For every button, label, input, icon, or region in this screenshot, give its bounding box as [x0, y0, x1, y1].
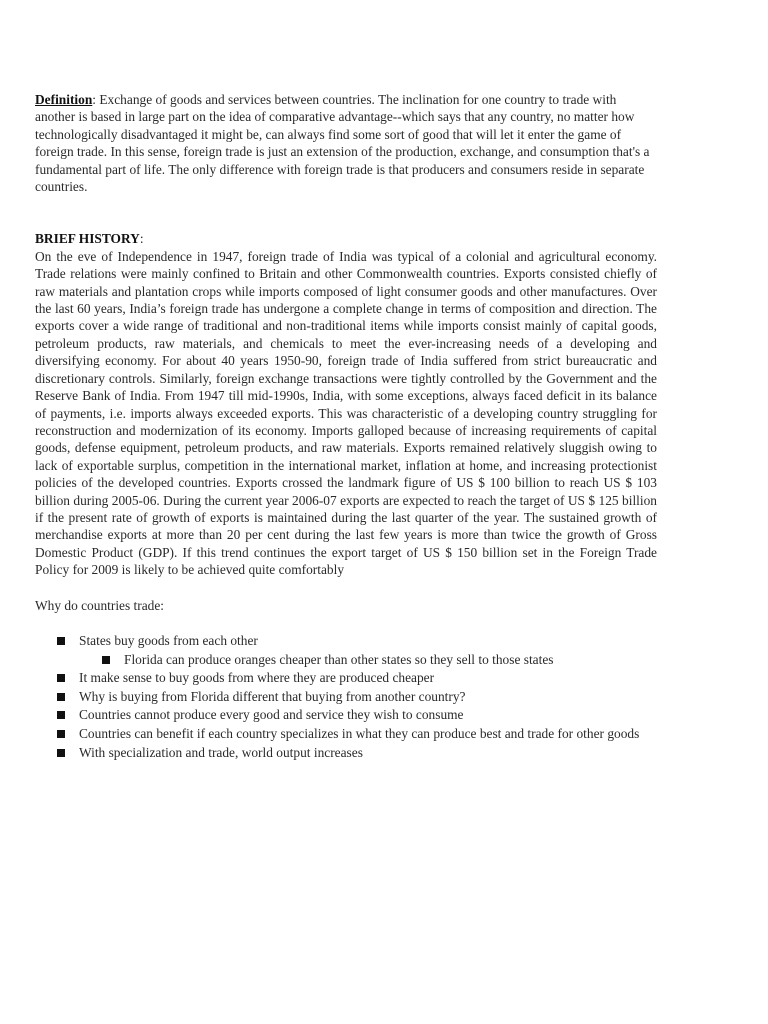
list-item: States buy goods from each other: [35, 632, 657, 651]
list-item: Countries can benefit if each country specializes in what they can produce best and trade for other goods: [35, 725, 657, 744]
list-item: With specialization and trade, world output increases: [35, 744, 657, 763]
history-heading-colon: :: [139, 231, 144, 247]
list-item-nested: Florida can produce oranges cheaper than other states so they sell to those states: [35, 651, 657, 670]
list-item: Countries cannot produce every good and service they wish to consume: [35, 706, 657, 725]
square-bullet-icon: [57, 637, 65, 645]
square-bullet-icon: [57, 711, 65, 719]
list-item: Why is buying from Florida different that buying from another country?: [35, 688, 657, 707]
square-bullet-icon: [57, 674, 65, 682]
square-bullet-icon: [57, 749, 65, 757]
square-bullet-icon: [57, 693, 65, 701]
history-heading-text: BRIEF HISTORY: [35, 231, 140, 247]
why-question: Why do countries trade:: [35, 597, 165, 613]
history-paragraph: On the eve of Independence in 1947, foreign trade of India was typical of a colonial and agricultural economy. Trade relations were mainly confined to Britain and other Commonwealth countries. Exports consisted chiefly of raw materials and plantation crops while imports composed of light consumer goods and other manufactures. Over the last 60 years, India’s foreign trade has undergone a complete change in terms of composition and direction. The exports cover a wide range of traditional and non-traditional items while imports consist mainly of capital goods, petroleum products, raw materials, and chemicals to meet the ever-increasing needs of a developing and diversifying economy. For about 40 years 1950-90, foreign trade of India suffered from strict bureaucratic and discretionary controls. Similarly, foreign exchange transactions were tightly controlled by the Government and the Reserve Bank of India. From 1947 till mid-1990s, India, with some exceptions, always faced deficit in its balance of payments, i.e. imports always exceeded exports. This was characteristic of a developing country struggling for reconstruction and modernization of its economy. Imports galloped because of increasing requirements of capital goods, defense equipment, petroleum products, and raw materials. Exports remained relatively sluggish owing to lack of exportable surplus, competition in the international market, inflation at home, and increasing protectionist policies of the developed countries. Exports crossed the landmark figure of US $ 100 billion to reach US $ 103 billion during 2005-06. During the current year 2006-07 exports are expected to reach the target of US $ 125 billion if the present rate of growth of exports is maintained during the last quarter of the year. The sustained growth of merchandise exports at more than 20 per cent during the last few years is more than twice the growth of Gross Domestic Product (GDP). If this trend continues the export target of US $ 150 billion set in the Foreign Trade Policy for 2009 is likely to be achieved quite comfortably: [35, 248, 657, 578]
definition-text: : Exchange of goods and services between countries. The inclination for one country to trade with another is based in large part on the idea of comparative advantage--which says that any country, no matter how technologically disadvantaged it might be, can always find some sort of good that will let it enter the game of foreign trade. In this sense, foreign trade is just an extension of the production, exchange, and consumption that's a fundamental part of life. The only difference with foreign trade is that producers and consumers reside in separate countries.: [35, 92, 650, 195]
reasons-list: [35, 632, 657, 762]
square-bullet-icon: [57, 730, 65, 738]
list-item: It make sense to buy goods from where they are produced cheaper: [35, 669, 657, 688]
document-page: [35, 91, 657, 762]
definition-paragraph: [35, 91, 657, 195]
square-bullet-icon: [102, 656, 110, 664]
history-heading: [35, 230, 657, 247]
definition-label: Definition: [35, 92, 93, 107]
